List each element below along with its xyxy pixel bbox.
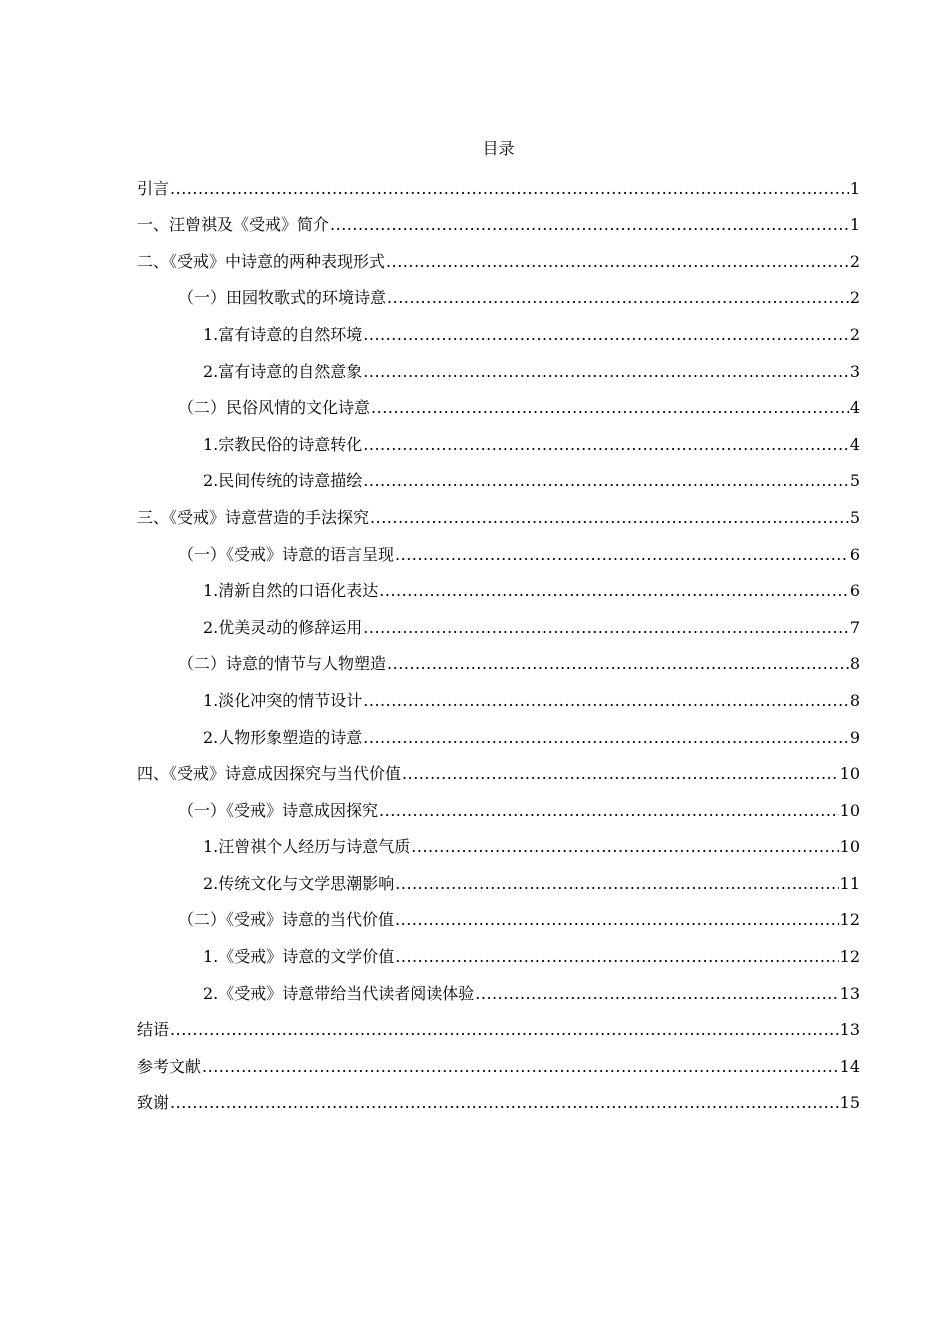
dot-leader [170, 1019, 839, 1041]
toc-entry-title: 2.优美灵动的修辞运用 [203, 617, 363, 637]
dot-leader [330, 214, 849, 236]
toc-entry-title: 1.汪曾祺个人经历与诗意气质 [203, 837, 411, 857]
toc-entry-title: 2.《受戒》诗意带给当代读者阅读体验 [203, 983, 475, 1003]
toc-entry-title: 2.民间传统的诗意描绘 [203, 471, 363, 491]
toc-entry[interactable] [137, 456, 860, 493]
toc-page-number: 10 [839, 837, 860, 857]
dot-leader [387, 287, 849, 309]
toc-page-number: 13 [839, 1020, 860, 1040]
toc-page-number: 7 [849, 617, 860, 637]
dot-leader [363, 690, 849, 712]
toc-entry[interactable] [137, 529, 860, 566]
toc-entry[interactable] [137, 163, 860, 200]
dot-leader [170, 1092, 839, 1114]
toc-entry-title: 1.宗教民俗的诗意转化 [203, 434, 363, 454]
toc-entry-title: 2.富有诗意的自然意象 [203, 361, 363, 381]
dot-leader [363, 727, 849, 749]
dot-leader [395, 909, 839, 931]
toc-page-number: 3 [849, 361, 860, 381]
toc-entry-title: 一、汪曾祺及《受戒》简介 [137, 215, 330, 235]
toc-page-number: 12 [839, 910, 860, 930]
toc-entry-title: （一）《受戒》诗意成因探究 [178, 800, 379, 820]
toc-page-number: 10 [839, 764, 860, 784]
toc-page-number: 4 [849, 398, 860, 418]
dot-leader [387, 653, 849, 675]
toc-entry-title: 1.富有诗意的自然环境 [203, 324, 363, 344]
toc-entry[interactable] [137, 749, 860, 786]
toc-page-number: 5 [849, 471, 860, 491]
toc-page-number: 5 [849, 507, 860, 527]
toc-page-number: 1 [849, 215, 860, 235]
toc-page-number: 8 [849, 654, 860, 674]
toc-entry[interactable] [137, 1078, 860, 1115]
dot-leader [170, 178, 849, 200]
toc-entry-title: （二）诗意的情节与人物塑造 [178, 654, 387, 674]
toc-entry[interactable] [137, 383, 860, 420]
toc-page-number: 11 [839, 873, 860, 893]
toc-entry-title: 引言 [137, 178, 170, 198]
toc-entry-title: 1.淡化冲突的情节设计 [203, 690, 363, 710]
toc-entry[interactable] [137, 566, 860, 603]
dot-leader [370, 507, 849, 529]
dot-leader [363, 470, 849, 492]
toc-entry[interactable] [137, 858, 860, 895]
toc-page-number: 12 [839, 947, 860, 967]
toc-page-number: 13 [839, 983, 860, 1003]
toc-entry-title: 1.清新自然的口语化表达 [203, 581, 379, 601]
toc-entry-title: 参考文献 [137, 1056, 202, 1076]
dot-leader [363, 361, 849, 383]
toc-entry-title: 2.人物形象塑造的诗意 [203, 727, 363, 747]
dot-leader [379, 580, 849, 602]
toc-page-number: 10 [839, 800, 860, 820]
toc-entry-title: （二）《受戒》诗意的当代价值 [178, 910, 395, 930]
dot-leader [363, 617, 849, 639]
toc-page-number: 14 [839, 1056, 860, 1076]
toc-page-number: 6 [849, 581, 860, 601]
dot-leader [475, 983, 838, 1005]
dot-leader [411, 836, 838, 858]
toc-entry-title: 1.《受戒》诗意的文学价值 [203, 947, 395, 967]
toc-entry[interactable] [137, 785, 860, 822]
toc-page-number: 2 [849, 251, 860, 271]
toc-entry[interactable] [137, 236, 860, 273]
dot-leader [363, 324, 849, 346]
toc-entry[interactable] [137, 639, 860, 676]
page-title: 目录 [482, 139, 515, 158]
toc-entry-title: （二）民俗风情的文化诗意 [178, 398, 371, 418]
toc-page-number: 6 [849, 544, 860, 564]
table-of-contents [137, 163, 860, 1114]
toc-entry-title: 致谢 [137, 1093, 170, 1113]
toc-entry[interactable] [137, 273, 860, 310]
toc-entry[interactable] [137, 346, 860, 383]
toc-entry[interactable] [137, 1005, 860, 1042]
toc-entry[interactable] [137, 895, 860, 932]
toc-entry[interactable] [137, 1041, 860, 1078]
toc-page-number: 8 [849, 690, 860, 710]
toc-entry[interactable] [137, 822, 860, 859]
dot-leader [371, 397, 849, 419]
dot-leader [402, 763, 839, 785]
toc-page-number: 2 [849, 288, 860, 308]
dot-leader [395, 946, 838, 968]
toc-entry-title: （一）田园牧歌式的环境诗意 [178, 288, 387, 308]
toc-page-number: 2 [849, 324, 860, 344]
toc-entry-title: （一）《受戒》诗意的语言呈现 [178, 544, 395, 564]
toc-page-number: 4 [849, 434, 860, 454]
toc-entry-title: 二、《受戒》中诗意的两种表现形式 [137, 251, 386, 271]
dot-leader [386, 251, 849, 273]
toc-entry-title: 三、《受戒》诗意营造的手法探究 [137, 507, 370, 527]
toc-entry[interactable] [137, 602, 860, 639]
toc-entry[interactable] [137, 200, 860, 237]
toc-entry[interactable] [137, 419, 860, 456]
toc-page-number: 1 [849, 178, 860, 198]
toc-page-number: 9 [849, 727, 860, 747]
dot-leader [379, 800, 839, 822]
toc-entry[interactable] [137, 968, 860, 1005]
dot-leader [395, 544, 849, 566]
toc-entry-title: 2.传统文化与文学思潮影响 [203, 873, 395, 893]
toc-entry-title: 四、《受戒》诗意成因探究与当代价值 [137, 764, 402, 784]
toc-entry-title: 结语 [137, 1020, 170, 1040]
toc-page-number: 15 [839, 1093, 860, 1113]
toc-entry[interactable] [137, 309, 860, 346]
dot-leader [202, 1056, 839, 1078]
dot-leader [395, 873, 838, 895]
toc-entry[interactable] [137, 492, 860, 529]
toc-entry[interactable] [137, 712, 860, 749]
dot-leader [363, 434, 849, 456]
toc-entry[interactable] [137, 675, 860, 712]
toc-entry[interactable] [137, 931, 860, 968]
